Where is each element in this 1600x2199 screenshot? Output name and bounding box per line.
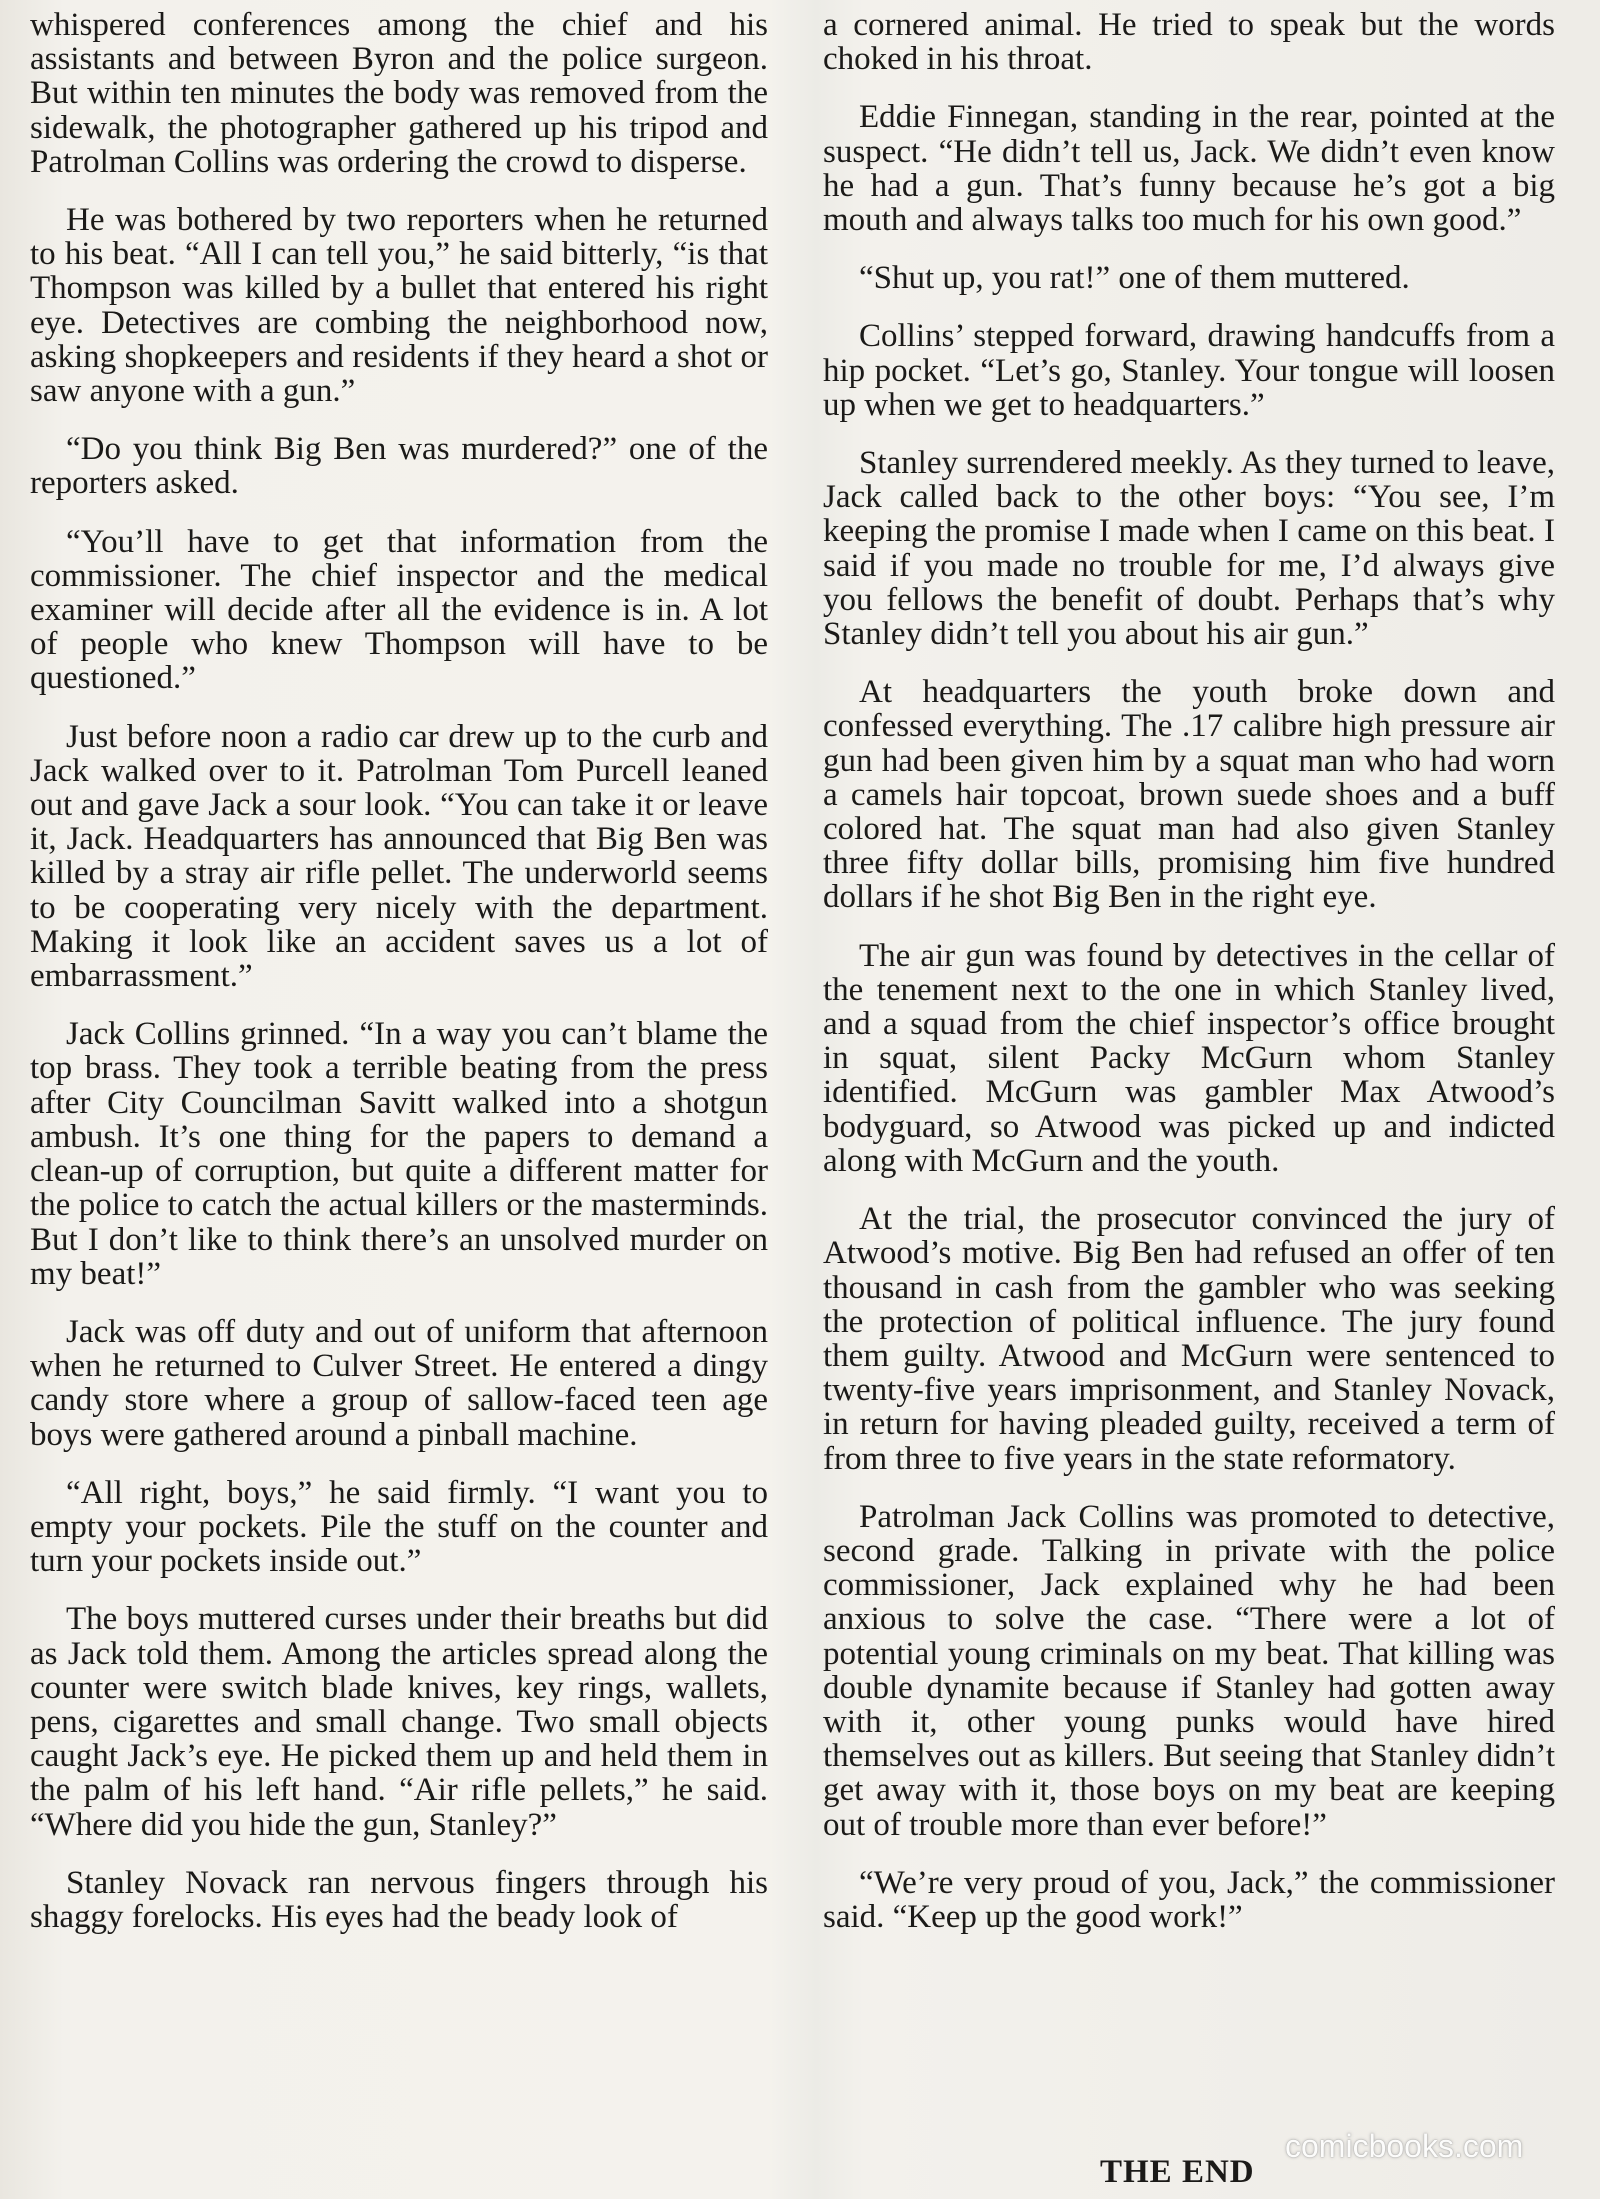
paragraph: At the trial, the prosecutor convinced the jury of Atwood’s motive. Big Ben had refused an offer of ten thousand in cash from the gambler who was seeking the protection of political influence. The jury found them guilty. Atwood and McGurn were sentenced to twenty-five years imprisonment, and Stanley Novack, in return for having pleaded guilty, received a term of from three to five years in the state reformatory.: [823, 1201, 1555, 1477]
paragraph: He was bothered by two reporters when he returned to his beat. “All I can tell you,” he said bitterly, “is that Thompson was killed by a bullet that entered his right eye. Detectives are combing the neighborhood now, asking shopkeepers and residents if they heard a shot or saw anyone with a gun.”: [30, 202, 768, 410]
right-column: [823, 8, 1555, 1958]
paragraph: whispered conferences among the chief and his assistants and between Byron and the police surgeon. But within ten minutes the body was removed from the sidewalk, the photographer gathered up his tripod and Patrolman Collins was ordering the crowd to disperse.: [30, 7, 768, 180]
paragraph: Stanley Novack ran nervous fingers through his shaggy forelocks. His eyes had the beady look of: [30, 1864, 768, 1935]
paragraph: Jack was off duty and out of uniform that afternoon when he returned to Culver Street. He entered a dingy candy store where a group of sallow-faced teen age boys were gathered around a pinball machine.: [30, 1313, 768, 1453]
paragraph: The boys muttered curses under their breaths but did as Jack told them. Among the articles spread along the counter were switch blade knives, key rings, wallets, pens, cigarettes and small change. Two small objects caught Jack’s eye. He picked them up and held them in the palm of his left hand. “Air rifle pellets,” he said. “Where did you hide the gun, Stanley?”: [30, 1601, 768, 1843]
paragraph: Eddie Finnegan, standing in the rear, pointed at the suspect. “He didn’t tell us, Jack. We didn’t even know he had a gun. That’s funny because he’s got a big mouth and always talks too much for his own good.”: [823, 99, 1555, 239]
paragraph: “Do you think Big Ben was murdered?” one of the reporters asked.: [30, 431, 768, 502]
paragraph: “Shut up, you rat!” one of them muttered.: [859, 260, 1410, 297]
paragraph: Jack Collins grinned. “In a way you can’t blame the top brass. They took a terrible beating from the press after City Councilman Savitt walked into a shotgun ambush. It’s one thing for the papers to demand a clean-up of corruption, but quite a different matter for the police to catch the actual killers or the masterminds. But I don’t like to think there’s an unsolved murder on my beat!”: [30, 1016, 768, 1292]
paragraph: a cornered animal. He tried to speak but the words choked in his throat.: [823, 7, 1555, 78]
paragraph: “We’re very proud of you, Jack,” the commissioner said. “Keep up the good work!”: [823, 1864, 1555, 1935]
paragraph: Patrolman Jack Collins was promoted to detective, second grade. Talking in private with the police commissioner, Jack explained why he had been anxious to solve the case. “There were a lot of potential young criminals on my beat. That killing was double dynamite because if Stanley had gotten away with it, other young punks would have hired themselves out as killers. But seeing that Stanley didn’t get away with it, those boys on my beat are keeping out of trouble more than ever before!”: [823, 1498, 1555, 1843]
paragraph: Stanley surrendered meekly. As they turned to leave, Jack called back to the other boys: “You see, I’m keeping the promise I made when I came on this beat. I said if you made no trouble for me, I’d always give you fellows the benefit of doubt. Perhaps that’s why Stanley didn’t tell you about his air gun.”: [823, 445, 1555, 653]
paragraph: The air gun was found by detectives in the cellar of the tenement next to the one in which Stanley lived, and a squad from the chief inspector’s office brought in squat, silent Packy McGurn whom Stanley identified. McGurn was gambler Max Atwood’s bodyguard, so Atwood was picked up and indicted along with McGurn and the youth.: [823, 937, 1555, 1179]
paragraph: “You’ll have to get that information from the commissioner. The chief inspector and the medical examiner will decide after all the evidence is in. A lot of people who knew Thompson will have to be questioned.”: [30, 523, 768, 697]
paragraph: “All right, boys,” he said firmly. “I want you to empty your pockets. Pile the stuff on the counter and turn your pockets inside out.”: [30, 1474, 768, 1580]
story-ending: THE END: [1100, 2154, 1255, 2190]
watermark: comicbooks.com: [1285, 2128, 1524, 2164]
left-column: [30, 8, 768, 1958]
paragraph: At headquarters the youth broke down and confessed everything. The .17 calibre high pressure air gun had been given him by a squat man who had worn a camels hair topcoat, brown suede shoes and a buff colored hat. The squat man had also given Stanley three fifty dollar bills, promising him five hundred dollars if he shot Big Ben in the right eye.: [823, 674, 1555, 916]
paragraph: Just before noon a radio car drew up to the curb and Jack walked over to it. Patrolman Tom Purcell leaned out and gave Jack a sour look. “You can take it or leave it, Jack. Headquarters has announced that Big Ben was killed by a stray air rifle pellet. The underworld seems to be cooperating very nicely with the department. Making it look like an accident saves us a lot of embarrassment.”: [30, 718, 768, 995]
paragraph: Collins’ stepped forward, drawing handcuffs from a hip pocket. “Let’s go, Stanley. Your tongue will loosen up when we get to headquarters.”: [823, 318, 1555, 423]
